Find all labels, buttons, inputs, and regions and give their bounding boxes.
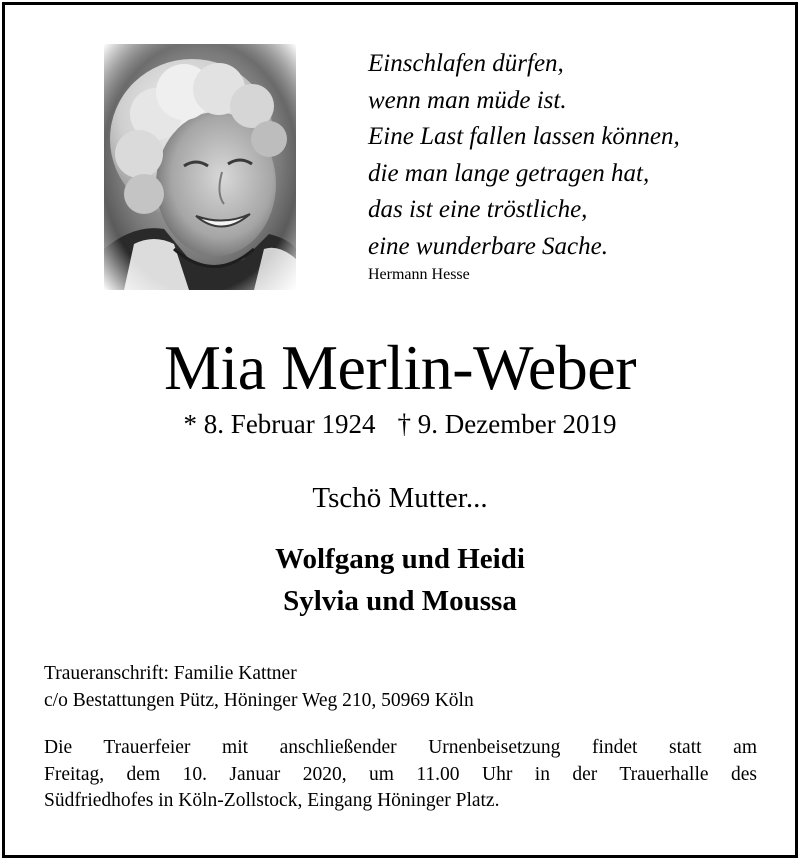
- portrait-photo: [104, 44, 296, 290]
- poem-author: Hermann Hesse: [368, 266, 470, 283]
- poem-line: das ist eine tröstliche,: [368, 196, 588, 223]
- ceremony-line: Freitag, dem 10. Januar 2020, um 11.00 Uhr in der Trauerhalle des: [44, 763, 757, 785]
- mourning-address: [44, 660, 764, 714]
- deceased-name: Mia Merlin-Weber: [164, 332, 636, 403]
- address-line: c/o Bestattungen Pütz, Höninger Weg 210, 50969 Köln: [44, 690, 474, 711]
- life-dates: [0, 404, 800, 444]
- family-line: Wolfgang und Heidi: [275, 543, 525, 575]
- ceremony-details: [44, 735, 757, 815]
- ceremony-line: Die Trauerfeier mit anschließender Urnenbeisetzung findet statt am: [44, 737, 757, 758]
- poem-line: die man lange getragen hat,: [368, 159, 650, 187]
- poem-line: wenn man müde ist.: [368, 86, 567, 114]
- poem: [368, 46, 788, 265]
- poem-line: Eine Last fallen lassen können,: [368, 123, 680, 150]
- portrait-photo-icon: [104, 44, 296, 290]
- farewell-message: Tschö Mutter...: [312, 482, 488, 514]
- address-line: Traueranschrift: Familie Kattner: [44, 663, 297, 684]
- poem-line: eine wunderbare Sache.: [368, 232, 608, 260]
- family-line: Sylvia und Moussa: [283, 585, 517, 617]
- poem-line: Einschlafen dürfen,: [368, 50, 564, 77]
- death-date: † 9. Dezember 2019: [397, 409, 617, 439]
- family-names: [0, 538, 800, 622]
- birth-date: * 8. Februar 1924: [183, 409, 376, 439]
- ceremony-line: Südfriedhofes in Köln-Zollstock, Eingang Höninger Platz.: [44, 790, 500, 811]
